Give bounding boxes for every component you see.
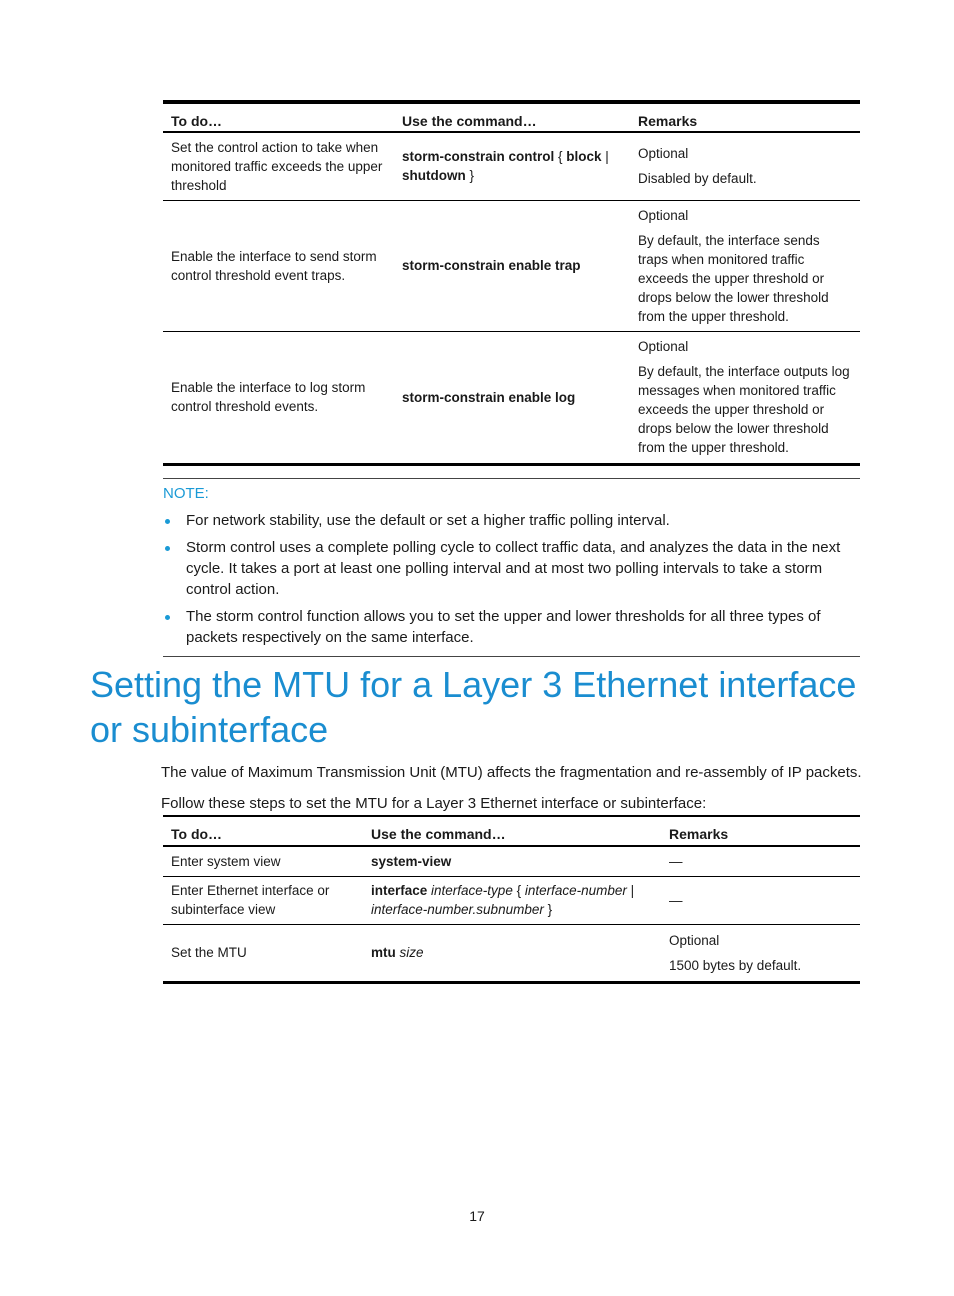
table-row — [163, 846, 860, 876]
table-row — [163, 876, 860, 924]
command-keyword: storm-constrain enable log — [402, 389, 576, 405]
remark-optional: Optional — [638, 207, 689, 223]
command-cell — [394, 331, 630, 464]
remark-detail: Disabled by default. — [638, 171, 757, 187]
section-paragraph: The value of Maximum Transmission Unit (MTU) affects the fragmentation and re-assembly of IP packets. — [161, 764, 862, 781]
command-brace: } — [543, 902, 553, 917]
remark-detail: By default, the interface outputs log messages when monitored traffic exceeds the upper threshold or drops below the lower threshold from the upper threshold. — [638, 364, 850, 455]
table-header-row — [163, 102, 860, 132]
command-separator: | — [601, 149, 609, 165]
remark-detail: 1500 bytes by default. — [669, 957, 802, 973]
header-remarks: Remarks — [630, 102, 860, 132]
note-list — [163, 510, 860, 648]
table-row — [163, 331, 860, 464]
command-cell — [394, 132, 630, 200]
command-option: shutdown — [402, 168, 466, 184]
todo-cell: Set the control action to take when monitored traffic exceeds the upper threshold — [163, 132, 394, 200]
note-item-text: For network stability, use the default or set a higher traffic polling interval. — [186, 512, 670, 529]
bullet-icon — [165, 615, 170, 620]
command-cell — [363, 924, 661, 982]
remarks-cell — [630, 200, 860, 331]
note-item — [163, 510, 860, 531]
remarks-cell — [630, 331, 860, 464]
note-item-text: Storm control uses a complete polling cycle to collect traffic data, and analyzes the data in the next cycle. It takes a port at least one polling interval and at most two polling intervals to take a storm control action. — [186, 539, 841, 598]
command-keyword: interface — [371, 883, 428, 898]
command-cell — [363, 846, 661, 876]
table-header-row — [163, 816, 860, 846]
remarks-cell: — — [661, 846, 860, 876]
note-item — [163, 606, 860, 648]
remarks-cell — [661, 924, 860, 982]
header-todo: To do… — [163, 816, 363, 846]
remarks-cell: — — [661, 876, 860, 924]
command-brace: } — [465, 168, 475, 184]
todo-cell: Enable the interface to send storm control threshold event traps. — [163, 200, 394, 331]
command-keyword: system-view — [371, 853, 452, 869]
command-keyword: storm-constrain enable trap — [402, 258, 581, 273]
mtu-table — [163, 815, 860, 984]
command-argument: interface-type — [427, 883, 513, 898]
section-title: Setting the MTU for a Layer 3 Ethernet interface or subinterface — [90, 664, 857, 750]
remark-optional: Optional — [638, 339, 689, 354]
remark-optional: Optional — [669, 932, 720, 948]
header-command: Use the command… — [394, 102, 630, 132]
table-row — [163, 132, 860, 200]
command-keyword: storm-constrain control — [402, 149, 555, 165]
command-argument: interface-number — [524, 883, 627, 898]
remarks-cell — [630, 132, 860, 200]
command-separator: | — [626, 883, 635, 898]
command-brace: { — [512, 883, 525, 898]
header-command: Use the command… — [363, 816, 661, 846]
bullet-icon — [165, 546, 170, 551]
command-option: block — [566, 149, 602, 165]
command-argument: interface-number.subnumber — [371, 902, 544, 917]
todo-cell: Enter Ethernet interface or subinterface view — [163, 876, 363, 924]
note-item — [163, 537, 860, 600]
remark-detail: By default, the interface sends traps when monitored traffic exceeds the upper threshold or drops below the lower threshold from the upper threshold. — [638, 232, 829, 324]
table-row — [163, 200, 860, 331]
bullet-icon — [165, 519, 170, 524]
section-paragraph: Follow these steps to set the MTU for a Layer 3 Ethernet interface or subinterface: — [161, 795, 707, 812]
header-todo: To do… — [163, 102, 394, 132]
note-item-text: The storm control function allows you to set the upper and lower thresholds for all three types of packets respectively on the same interface. — [186, 608, 821, 646]
storm-control-table — [163, 100, 860, 466]
command-brace: { — [554, 149, 567, 165]
command-cell — [394, 200, 630, 331]
remark-optional: Optional — [638, 146, 689, 162]
todo-cell: Enter system view — [163, 846, 363, 876]
note-box — [163, 478, 860, 657]
todo-cell: Set the MTU — [163, 924, 363, 982]
note-title: NOTE: — [163, 485, 209, 502]
header-remarks: Remarks — [661, 816, 860, 846]
page-number: 17 — [469, 1208, 485, 1224]
todo-cell: Enable the interface to log storm control threshold events. — [163, 331, 394, 464]
command-argument: size — [395, 945, 424, 960]
command-cell — [363, 876, 661, 924]
table-row — [163, 924, 860, 982]
command-keyword: mtu — [371, 945, 396, 960]
